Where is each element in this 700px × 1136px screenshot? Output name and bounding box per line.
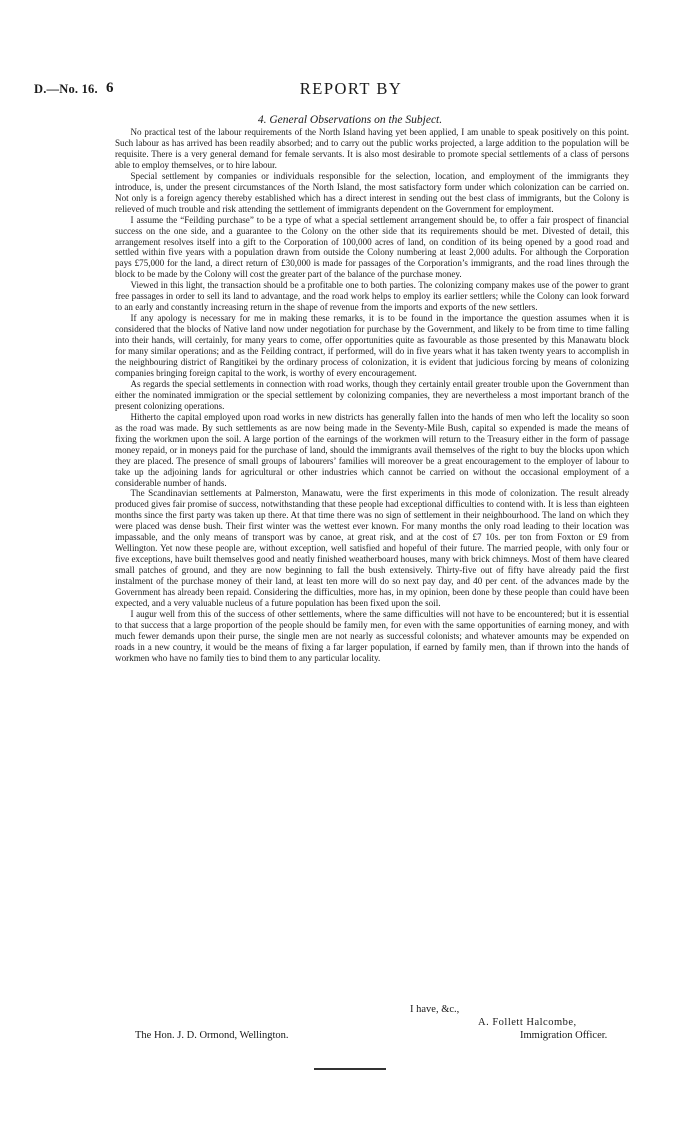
paragraph: As regards the special settlements in connection with road works, though they certainly entail greater trouble upon the Government than either the nominated immigration or the special settlement by colonizing companies, they are nevertheless a most important branch of the present colonizing operations. [115,378,629,411]
addressee: The Hon. J. D. Ormond, Wellington. [135,1030,289,1041]
paragraph: Special settlement by companies or individuals responsible for the selection, location, and employment of the immigrants they introduce, is, under the present circumstances of the North Island, the most satisfactory form under which colonization can be carried on. Not only is a foreign agency thereby established which has a direct interest in sending out the best class of immigrants, but the Colony is relieved of much trouble and risk attending the settlement of immigrants dependent on the Government for employment. [115,170,629,214]
page-number: 6 [106,80,114,96]
paragraph: I assume the “Feilding purchase” to be a type of what a special settlement arrangement should be, to offer a fair prospect of financial success on the one side, and a guarantee to the Colony on the other side that its requirements should be met. Divested of detail, this arrangement resolves itself into a gift to the Corporation of 100,000 acres of land, on condition of its being opened by a good road and settled within five years with a population drawn from outside the Colony numbering at least 2,000 adults. For although the Corporation pays £75,000 for the land, a direct return of £30,000 is made for passages of the Corporation’s immigrants, and the road lines through the block to be made by the Colony will cost the greater part of the balance of the purchase money. [115,214,629,280]
document-reference: D.—No. 16. [34,82,98,96]
paragraph: I augur well from this of the success of other settlements, where the same difficulties will not have to be encountered; but it is essential to that success that a large proportion of the people should be family men, for even with the same opportunities of earning money, and with much fewer demands upon their purse, the single men are not nearly as successful colonists; and whatever amounts may be expended on roads in a new country, it would be the means of fixing a far larger population, if earned by family men, than if thrown into the hands of workmen who have no family ties to bind them to any particular locality. [115,608,629,663]
paragraph: Hitherto the capital employed upon road works in new districts has generally fallen into the hands of men who left the locality so soon as the road was made. By such settlements as are now being made in the Seventy-Mile Bush, capital so expended is made the means of fixing the workmen upon the soil. A large portion of the earnings of the workmen will return to the Treasury either in the form of passage money repaid, or in moneys paid for the purchase of land, should the immigrants avail themselves of the right to buy the blocks upon which they are placed. The presence of small groups of labourers’ families will moreover be a great encouragement to the employer of labour to take up the adjoining lands for agricultural or other industries which cannot be carried on without the occasional employment of a considerable number of hands. [115,411,629,488]
closing-rule [314,1068,386,1070]
running-head: REPORT BY [299,79,403,98]
page-header [34,79,668,100]
closing-salutation: I have, &c., [410,1004,460,1015]
paragraph: Viewed in this light, the transaction should be a profitable one to both parties. The colonizing company makes use of the power to grant free passages in order to sell its land to advantage, and the road work helps to employ its earlier settlers; while the Colony can look forward to an early and constantly increasing return in the shape of revenue from the imports and exports of the new settlers. [115,280,629,313]
paragraph: No practical test of the labour requirements of the North Island having yet been applied, I am unable to speak positively on this point. Such labour as has arrived has been readily absorbed; and to carry out the public works projected, a large addition to the population will be requisite. There is a very general demand for female servants. It is also most desirable to promote special settlements of a class of persons able to employ themselves, or to hire labour. [115,127,629,170]
section-title: 4. General Observations on the Subject. [257,114,443,126]
signatory-title: Immigration Officer. [520,1030,608,1041]
report-body [115,127,629,664]
paragraph: The Scandinavian settlements at Palmerston, Manawatu, were the first experiments in this mode of colonization. The result already produced gives fair promise of success, notwithstanding that these people had exceptional difficulties to contend with. It is less than eighteen months since the first party was taken up there. At that time there was no sign of settlement in their neighbourhood. The land on which they were placed was dense bush. Their first winter was the wettest ever known. For many months the only road leading to their location was impassable, and the only means of transport was by canoe, at great risk, and at the cost of £7 10s. per ton from Foxton or £9 from Wellington. Yet now these people are, without exception, well satisfied and hopeful of their future. The married people, with only four or five exceptions, have built themselves good and neatly finished weatherboard houses, many with brick chimneys. Most of them have cleared small patches of ground, and they are now beginning to fall the bush extensively. Thirty-five out of fifty have already paid the first instalment of the purchase money of their land, at least ten more will do so next pay day, and 40 per cent. of the advances made by the Government has already been repaid. Considering the difficulties, more has, in my opinion, been done by these people than could have been expected, and a very valuable nucleus of a future population has been fixed upon the soil. [115,488,629,608]
paragraph: If any apology is necessary for me in making these remarks, it is to be found in the importance the question assumes when it is considered that the blocks of Native land now under negotiation for purchase by the Government, and likely to be from time to time falling into their hands, will certainly, for many years to come, offer opportunities quite as favourable as those presented by this Manawatu block for many similar operations; and as the Feilding contract, if performed, will do in five years what it has taken twenty years to accomplish in the neighbouring district of Rangitikei by the ordinary process of colonization, it is evident that judicious forcing by means of colonizing companies bringing foreign capital to the work, is worthy of every encouragement. [115,313,629,378]
signatory-name: A. Follett Halcombe, [478,1017,577,1028]
